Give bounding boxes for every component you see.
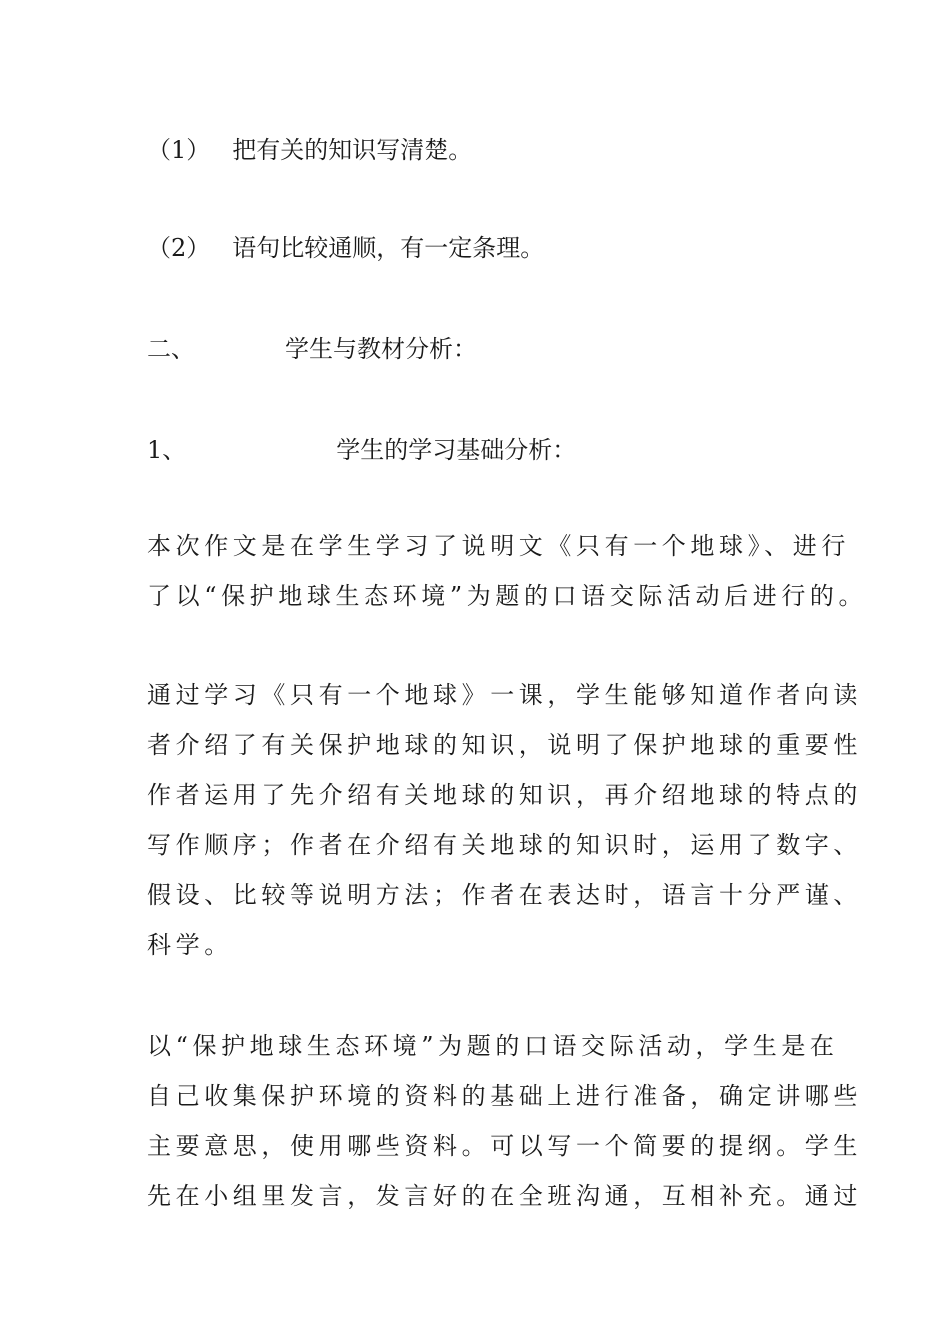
paragraph-line: 通过学习《只有一个地球》一课，学生能够知道作者向读 xyxy=(147,681,862,709)
paragraph-line: 先在小组里发言，发言好的在全班沟通，互相补充。通过 xyxy=(147,1182,862,1210)
paragraph-line: 以“保护地球生态环境”为题的口语交际活动，学生是在 xyxy=(147,1032,839,1060)
section-heading-2 xyxy=(147,333,477,365)
section-marker: 二、 xyxy=(147,335,195,363)
paragraph-1 xyxy=(147,521,868,621)
paragraph-line: 了以“保护地球生态环境”为题的口语交际活动后进行的。 xyxy=(147,582,868,610)
list-item-text: 语句比较通顺，有一定条理。 xyxy=(232,234,545,262)
subsection-heading-1 xyxy=(147,434,576,466)
paragraph-line: 假设、比较等说明方法；作者在表达时，语言十分严谨、 xyxy=(147,881,862,909)
subsection-title: 学生的学习基础分析： xyxy=(336,436,577,464)
list-item-1 xyxy=(147,134,472,166)
paragraph-line: 者介绍了有关保护地球的知识，说明了保护地球的重要性 xyxy=(147,731,862,759)
paragraph-line: 作者运用了先介绍有关地球的知识，再介绍地球的特点的 xyxy=(147,781,862,809)
paragraph-line: 写作顺序；作者在介绍有关地球的知识时，运用了数字、 xyxy=(147,831,862,859)
paragraph-line: 科学。 xyxy=(147,931,233,959)
list-item-2 xyxy=(147,232,544,264)
list-item-text: 把有关的知识写清楚。 xyxy=(232,136,473,164)
list-marker: （1） xyxy=(147,136,211,164)
paragraph-2 xyxy=(147,670,862,970)
paragraph-3 xyxy=(147,1021,862,1221)
paragraph-line: 自己收集保护环境的资料的基础上进行准备，确定讲哪些 xyxy=(147,1082,862,1110)
paragraph-line: 主要意思，使用哪些资料。可以写一个简要的提纲。学生 xyxy=(147,1132,862,1160)
list-marker: （2） xyxy=(147,234,211,262)
section-title: 学生与教材分析： xyxy=(285,335,477,363)
subsection-marker: 1、 xyxy=(147,436,187,464)
paragraph-line: 本次作文是在学生学习了说明文《只有一个地球》、进行 xyxy=(147,532,850,560)
